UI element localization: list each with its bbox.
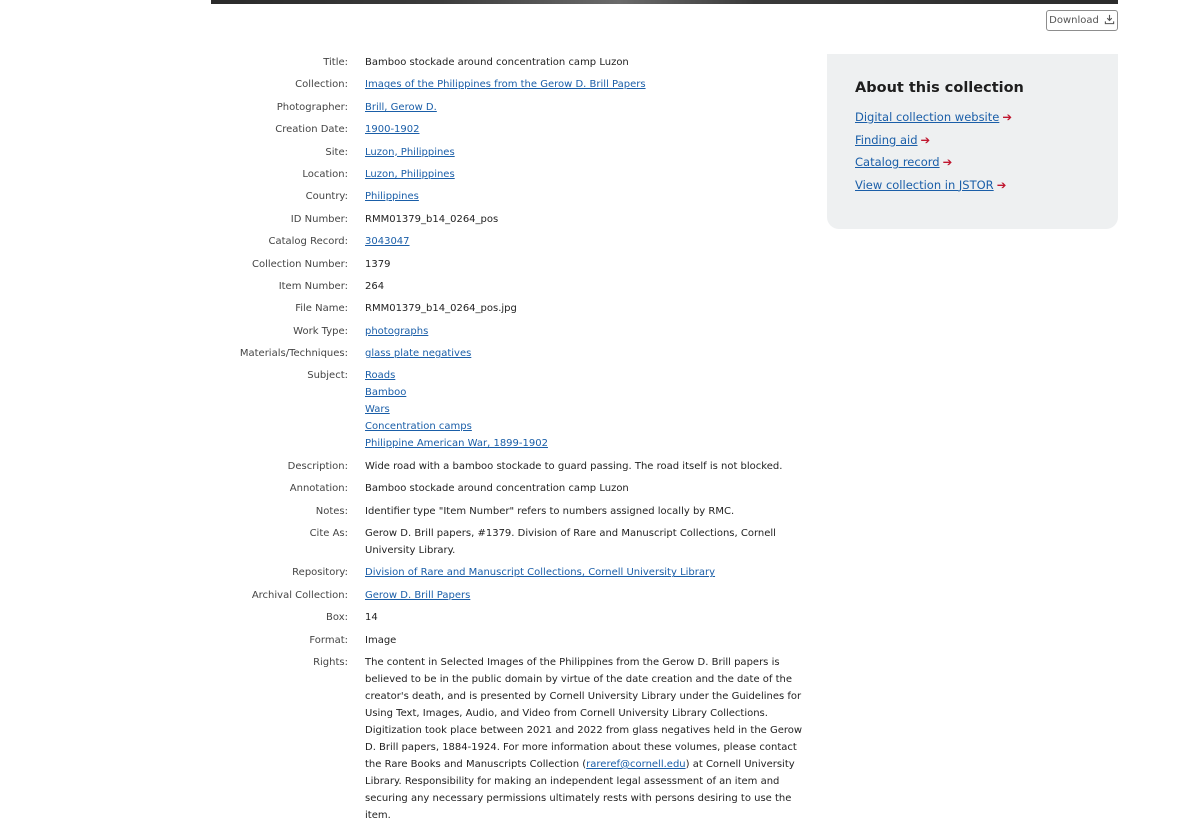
row-archival-collection [0, 587, 820, 604]
row-id-number [0, 211, 820, 228]
catalog-record-label: Catalog Record: [268, 236, 348, 248]
annotation-value: Bamboo stockade around concentration camp Luzon [365, 483, 629, 495]
row-annotation [0, 480, 820, 497]
digital-collection-link-label: Digital collection website [855, 110, 1000, 124]
subject-item[interactable]: Concentration camps [365, 421, 472, 433]
site-label: Site: [325, 146, 348, 158]
annotation-label: Annotation: [289, 483, 348, 495]
image-preview-strip [211, 0, 1118, 4]
row-materials [0, 345, 820, 362]
file-name-value: RMM01379_b14_0264_pos.jpg [365, 303, 517, 315]
archival-collection-link[interactable]: Gerow D. Brill Papers [365, 589, 471, 601]
row-cite-as [0, 525, 820, 559]
rights-text-after: ) at Cornell University Library. Responsibility for making an independent legal assessment of an item and securing any necessary permissions ultimately rests with persons desiring to use the item. [365, 758, 795, 821]
rights-text-before: The content in Selected Images of the Philippines from the Gerow D. Brill papers is believed to be in the public domain by virtue of the date creation and the date of the creator's death, and is presented by Cornell University Library under the Guidelines for Using Text, Images, Audio, and Video from Cornell University Library Collections. Digitization took place between 2021 and 2022 from glass negatives held in the Gerow D. Brill papers, 1884-1924. For more information about these volumes, please contact the Rare Books and Manuscripts Collection ( [365, 656, 803, 770]
row-rights [0, 654, 820, 824]
about-collection-panel [827, 54, 1118, 229]
materials-link[interactable]: glass plate negatives [365, 348, 472, 360]
download-button[interactable] [1046, 10, 1118, 31]
collection-number-label: Collection Number: [251, 258, 348, 270]
row-work-type [0, 323, 820, 340]
arrow-right-icon: ➔ [942, 155, 953, 169]
subject-item[interactable]: Philippine American War, 1899-1902 [365, 438, 548, 450]
row-description [0, 458, 820, 475]
collection-number-value: 1379 [365, 258, 391, 270]
repository-link[interactable]: Division of Rare and Manuscript Collections, Cornell University Library [365, 567, 716, 579]
subject-item[interactable]: Roads [365, 370, 396, 382]
download-label: Download [1049, 15, 1099, 26]
cite-as-label: Cite As: [309, 528, 348, 540]
row-subject [0, 367, 820, 452]
jstor-link[interactable] [855, 177, 1090, 193]
about-title: About this collection [855, 80, 1024, 96]
description-value: Wide road with a bamboo stockade to guard passing. The road itself is not blocked. [365, 460, 783, 472]
catalog-record-panel-link[interactable] [855, 154, 1090, 170]
repository-label: Repository: [292, 567, 348, 579]
finding-aid-link-label: Finding aid [855, 132, 918, 147]
archival-collection-label: Archival Collection: [251, 589, 348, 601]
row-catalog-record [0, 233, 820, 250]
row-creation-date [0, 121, 820, 138]
row-collection [0, 76, 820, 93]
creation-date-link[interactable]: 1900-1902 [365, 124, 420, 136]
rights-label: Rights: [313, 656, 348, 668]
subject-list [365, 367, 813, 452]
arrow-right-icon: ➔ [1002, 110, 1012, 124]
location-link[interactable]: Luzon, Philippines [365, 168, 455, 180]
subject-item[interactable]: Wars [365, 404, 390, 416]
row-format [0, 632, 820, 649]
collection-label: Collection: [295, 79, 348, 91]
catalog-record-panel-link-label: Catalog record [855, 155, 940, 169]
country-label: Country: [305, 191, 348, 203]
row-country [0, 188, 820, 205]
row-site [0, 144, 820, 161]
arrow-right-icon: ➔ [920, 132, 931, 147]
subject-label: Subject: [307, 370, 348, 382]
catalog-record-link[interactable]: 3043047 [365, 236, 410, 248]
row-notes [0, 503, 820, 520]
country-link[interactable]: Philippines [365, 191, 419, 203]
box-label: Box: [326, 612, 348, 624]
format-value: Image [365, 634, 397, 646]
item-number-label: Item Number: [278, 280, 348, 292]
digital-collection-link[interactable] [855, 109, 1090, 125]
id-number-value: RMM01379_b14_0264_pos [365, 213, 499, 225]
work-type-label: Work Type: [293, 325, 348, 337]
location-label: Location: [302, 168, 348, 180]
finding-aid-link[interactable] [855, 132, 1090, 148]
row-photographer [0, 99, 820, 116]
jstor-link-label: View collection in JSTOR [855, 177, 994, 192]
cite-as-value: Gerow D. Brill papers, #1379. Division of Rare and Manuscript Collections, Cornell University Library. [365, 528, 776, 557]
site-link[interactable]: Luzon, Philippines [365, 146, 455, 158]
creation-date-label: Creation Date: [275, 124, 348, 136]
rights-email-link[interactable]: rareref@cornell.edu [586, 758, 686, 770]
collection-link[interactable]: Images of the Philippines from the Gerow D. Brill Papers [365, 79, 646, 91]
row-repository [0, 564, 820, 581]
rights-value [365, 654, 813, 824]
subject-item[interactable]: Bamboo [365, 387, 407, 399]
arrow-right-icon: ➔ [996, 177, 1007, 192]
description-label: Description: [287, 460, 348, 472]
row-location [0, 166, 820, 183]
row-file-name [0, 300, 820, 317]
box-value: 14 [365, 612, 378, 624]
materials-label: Materials/Techniques: [239, 348, 348, 360]
format-label: Format: [309, 634, 348, 646]
row-title [0, 54, 820, 71]
row-item-number [0, 278, 820, 295]
metadata-list [0, 54, 820, 829]
photographer-link[interactable]: Brill, Gerow D. [365, 101, 437, 113]
notes-value: Identifier type "Item Number" refers to numbers assigned locally by RMC. [365, 505, 735, 517]
row-box [0, 609, 820, 626]
file-name-label: File Name: [295, 303, 348, 315]
item-number-value: 264 [365, 280, 385, 292]
work-type-link[interactable]: photographs [365, 325, 429, 337]
row-collection-number [0, 256, 820, 273]
notes-label: Notes: [315, 505, 348, 517]
download-icon [1104, 14, 1115, 28]
title-label: Title: [323, 57, 348, 68]
title-value: Bamboo stockade around concentration camp Luzon [365, 57, 629, 68]
id-number-label: ID Number: [290, 213, 348, 225]
photographer-label: Photographer: [276, 101, 348, 113]
